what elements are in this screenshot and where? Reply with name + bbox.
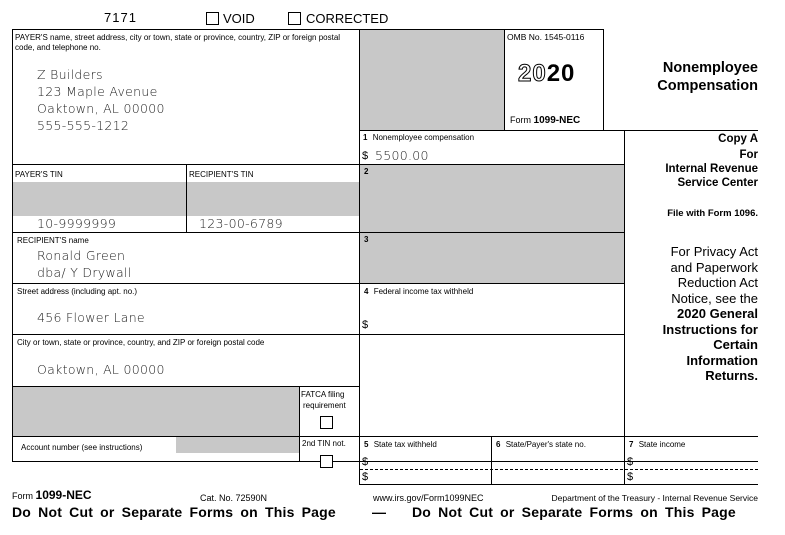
payer-label-line1: PAYER'S name, street address, city or town, state or province, country, ZIP or foreign postal code, and telephone no.	[15, 33, 341, 52]
tax-year	[518, 60, 575, 88]
instructions-line4: Information	[686, 353, 758, 368]
box1-value: 5500.00	[375, 148, 429, 163]
box7-label	[629, 440, 685, 450]
box2-number: 2	[364, 167, 369, 176]
footer-cat-no: Cat. No. 72590N	[200, 493, 268, 503]
copy-irs-line1: Internal Revenue	[665, 163, 758, 175]
footer-warning-right: Do Not Cut or Separate Forms on This Page	[412, 504, 736, 520]
recipient-tin-label: RECIPIENT'S TIN	[189, 170, 254, 179]
void-checkbox[interactable]	[206, 12, 219, 25]
box5-number: 5	[364, 440, 369, 449]
tax-year-light: 20	[518, 60, 547, 87]
box6-label	[496, 440, 586, 450]
box1-text: Nonemployee compensation	[372, 133, 475, 142]
fatca-checkbox[interactable]	[320, 416, 333, 429]
box5-text: State tax withheld	[373, 440, 437, 449]
box5-dollar-1: $	[362, 456, 369, 468]
void-label: VOID	[223, 11, 255, 26]
recipient-tin-value: 123-00-6789	[199, 216, 283, 231]
box6-text: State/Payer's state no.	[505, 440, 586, 449]
box7-number: 7	[629, 440, 634, 449]
footer-form-id: 1099-NEC	[35, 488, 92, 502]
form-title-line2: Compensation	[657, 78, 758, 94]
footer-warning-left: Do Not Cut or Separate Forms on This Page	[12, 504, 336, 520]
omb-number: OMB No. 1545-0116	[507, 32, 585, 42]
privacy-line3: Reduction Act	[677, 275, 758, 290]
privacy-line1: For Privacy Act	[670, 244, 758, 259]
shaded-box2	[360, 165, 624, 232]
recipient-street: 456 Flower Lane	[37, 310, 145, 325]
account-number-label: Account number (see instructions)	[21, 443, 143, 452]
instructions-line5: Returns.	[705, 368, 758, 383]
box1-label	[363, 133, 474, 143]
shaded-payer-tin	[12, 182, 186, 216]
omb-form-label: Form	[510, 115, 531, 125]
box5-label	[364, 440, 437, 450]
tax-year-bold: 20	[546, 60, 576, 87]
instructions-line2: Instructions for	[662, 322, 758, 337]
city-label: City or town, state or province, country, and ZIP or foreign postal code	[17, 338, 265, 347]
box4-number: 4	[364, 287, 369, 296]
recipient-dba: dba/ Y Drywall	[37, 265, 132, 280]
box4-label	[364, 287, 473, 297]
box1-dollar: $	[362, 150, 369, 162]
shaded-account-number	[176, 437, 299, 453]
shaded-box-top-center	[360, 29, 504, 130]
payer-city: Oaktown, AL 00000	[37, 101, 165, 116]
corrected-checkbox[interactable]	[288, 12, 301, 25]
footer-department: Department of the Treasury - Internal Revenue Service	[551, 493, 758, 503]
privacy-line4: Notice, see the	[671, 291, 758, 306]
shaded-box3	[360, 233, 624, 283]
box7-dollar-1: $	[627, 456, 634, 468]
payer-phone: 555-555-1212	[37, 118, 130, 133]
footer-form-name	[12, 488, 92, 502]
recipient-city: Oaktown, AL 00000	[37, 362, 165, 377]
shaded-recipient-tin	[187, 182, 359, 216]
box6-number: 6	[496, 440, 501, 449]
form-title-line1: Nonemployee	[662, 60, 758, 76]
box4-dollar: $	[362, 319, 369, 331]
instructions-line3: Certain	[713, 337, 758, 352]
box3-number: 3	[364, 235, 369, 244]
corrected-label: CORRECTED	[306, 11, 389, 26]
payer-name: Z Builders	[37, 67, 103, 82]
street-label: Street address (including apt. no.)	[17, 287, 138, 296]
box5-dollar-2: $	[362, 471, 369, 483]
footer-dash: —	[372, 504, 386, 520]
copy-irs-line2: Service Center	[677, 177, 758, 189]
recipient-name-label: RECIPIENT'S name	[17, 236, 89, 245]
box7-text: State income	[638, 440, 686, 449]
copy-file-with: File with Form 1096.	[667, 208, 758, 219]
fatca-label-line2: requirement	[303, 401, 346, 410]
second-tin-label: 2nd TIN not.	[302, 439, 346, 448]
copy-a-title: Copy A	[718, 133, 758, 145]
recipient-name: Ronald Green	[37, 248, 126, 263]
copy-for: For	[739, 149, 758, 161]
footer-website: www.irs.gov/Form1099NEC	[373, 493, 484, 503]
shaded-fatca-area	[12, 386, 299, 436]
omb-form-name	[510, 115, 580, 126]
instructions-line1: 2020 General	[677, 306, 758, 321]
box4-text: Federal income tax withheld	[373, 287, 474, 296]
footer-form-label: Form	[12, 491, 33, 501]
payer-tin-value: 10-9999999	[37, 216, 117, 231]
privacy-line2: and Paperwork	[670, 260, 758, 275]
box1-number: 1	[363, 133, 368, 142]
fatca-label-line1: FATCA filing	[301, 390, 345, 399]
payer-street: 123 Maple Avenue	[37, 84, 158, 99]
form-code: 7171	[104, 10, 137, 25]
payer-tin-label: PAYER'S TIN	[15, 170, 63, 179]
second-tin-checkbox[interactable]	[320, 455, 333, 468]
omb-form-id: 1099-NEC	[533, 115, 581, 126]
box7-dollar-2: $	[627, 471, 634, 483]
